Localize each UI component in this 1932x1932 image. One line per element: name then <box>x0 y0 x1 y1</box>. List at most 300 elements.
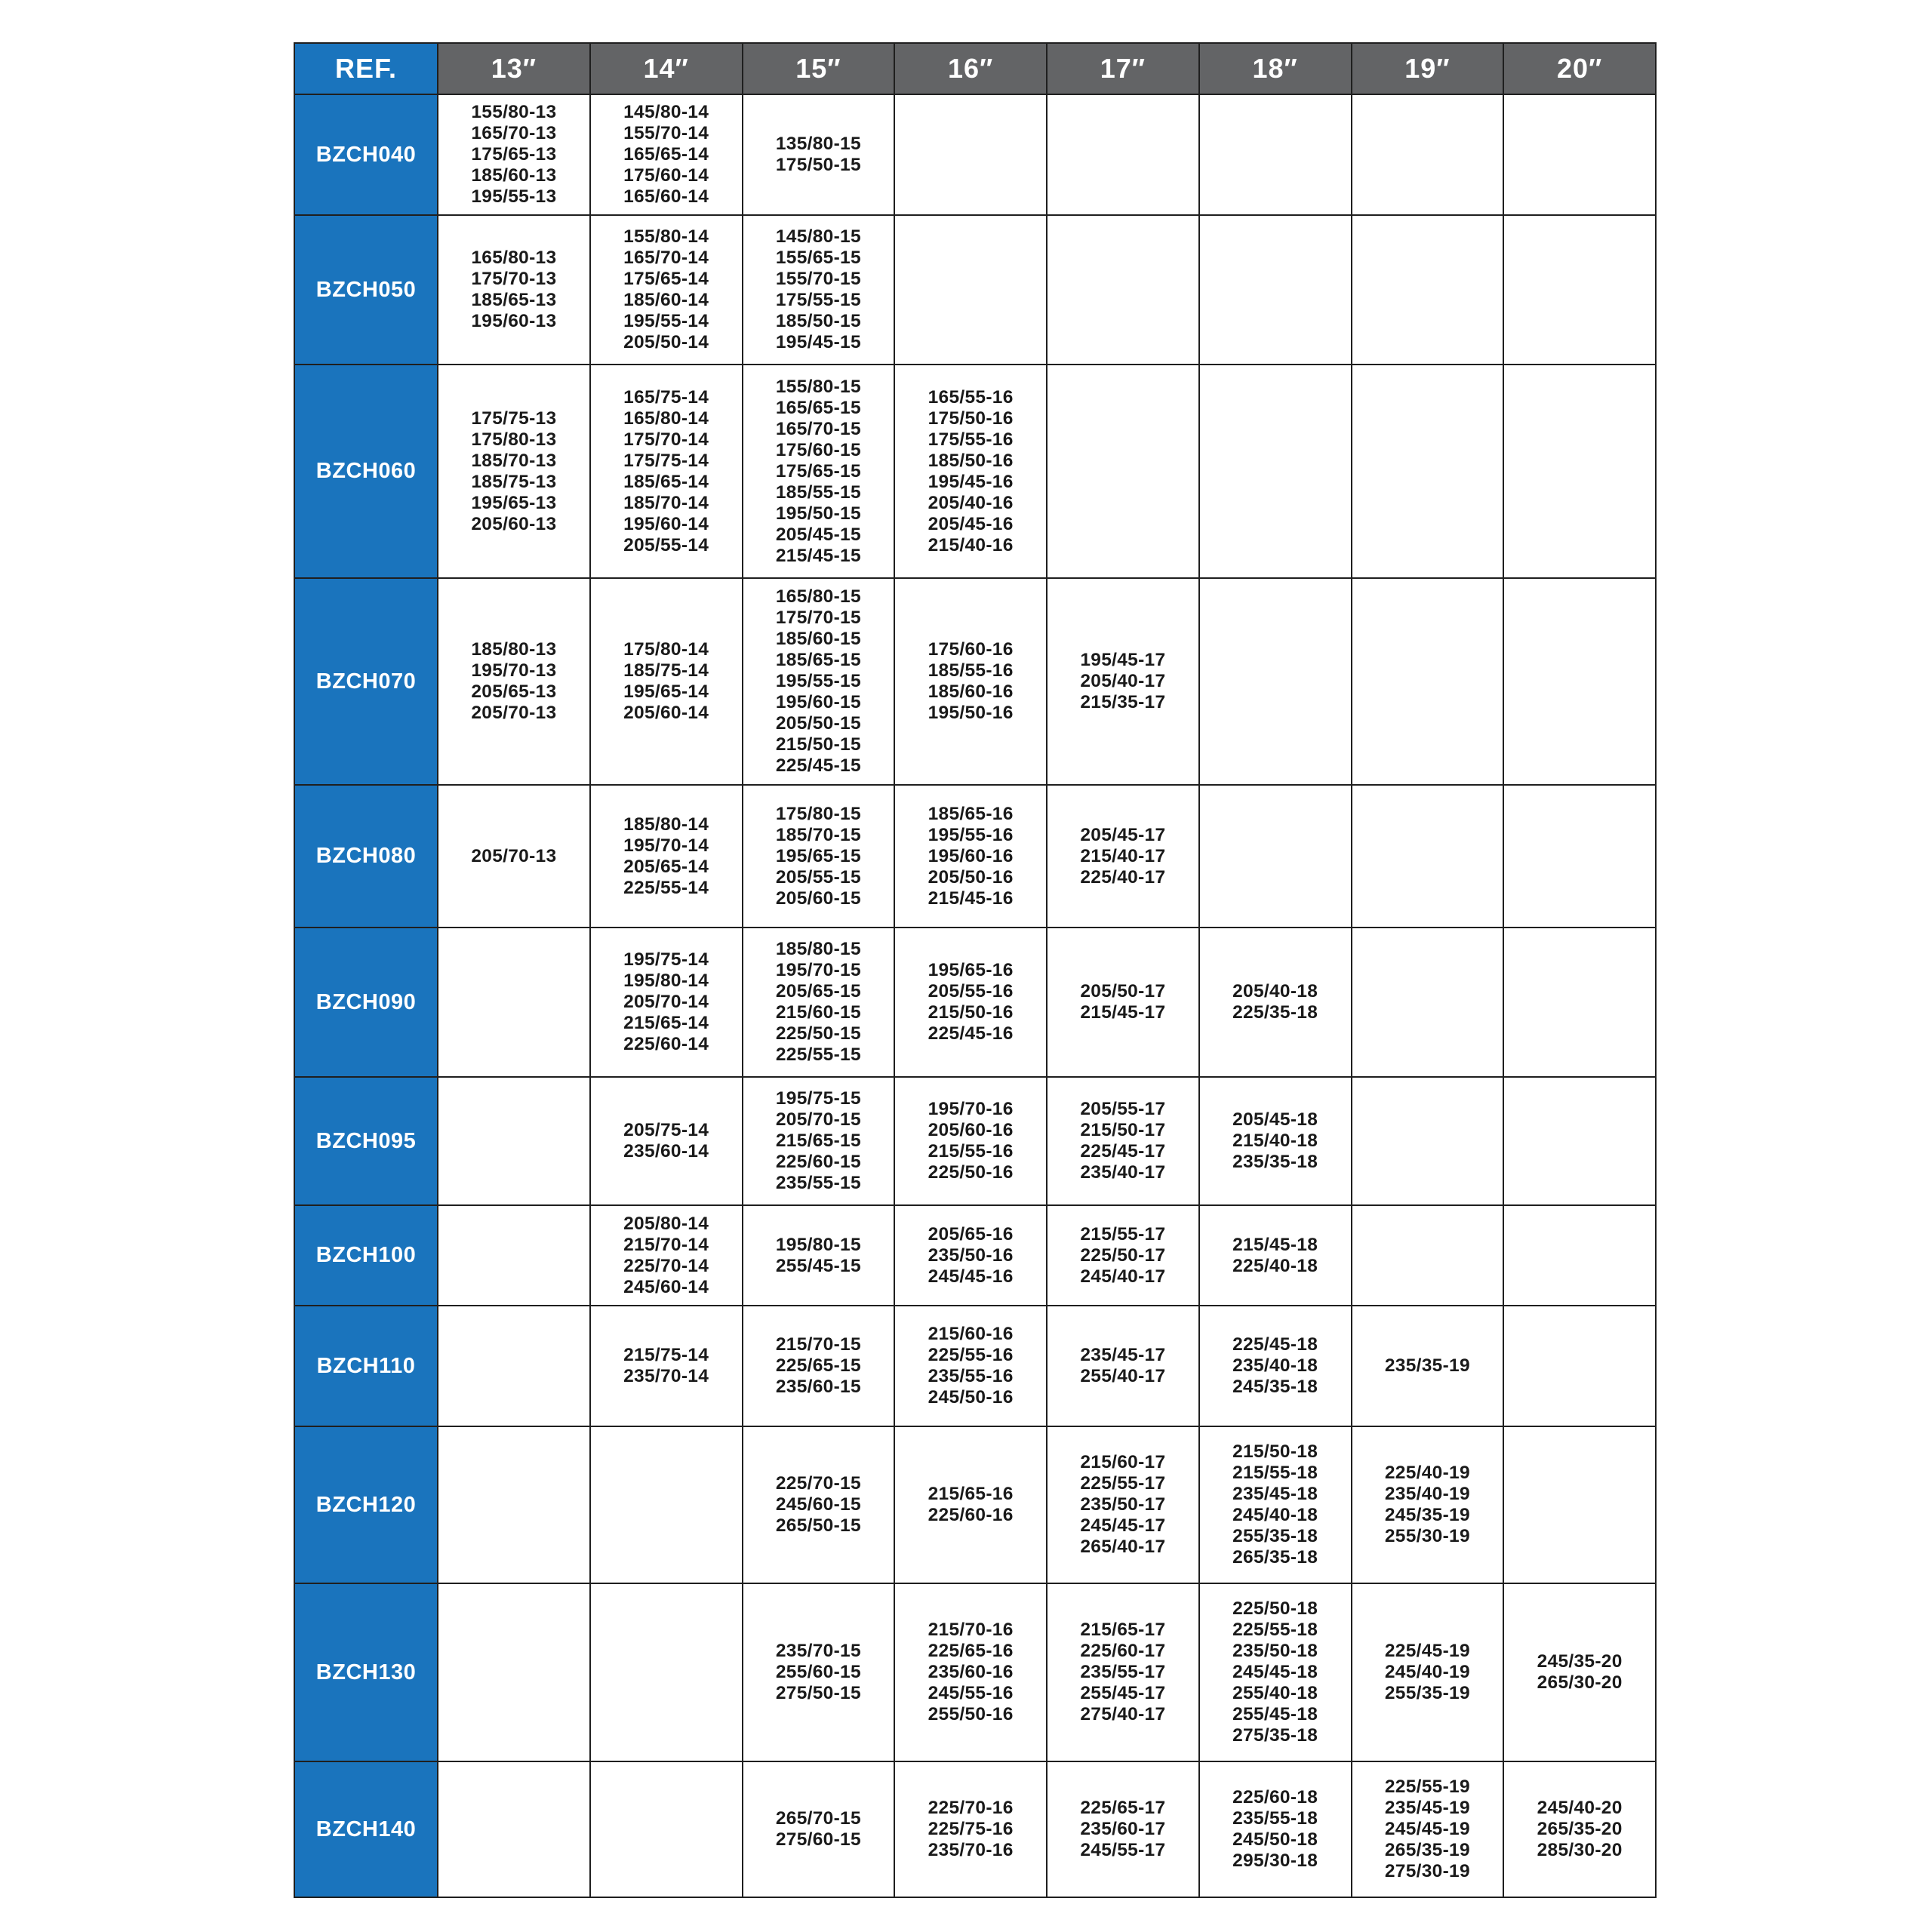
tire-size-chart <box>294 42 1655 1898</box>
tire-size: 135/80-15 <box>775 134 861 154</box>
tire-size: 175/60-14 <box>623 165 709 186</box>
table-row <box>294 1306 1656 1426</box>
size-cell <box>1047 928 1199 1077</box>
size-cell <box>1047 1077 1199 1205</box>
size-cell <box>438 365 590 578</box>
tire-size: 205/45-18 <box>1232 1109 1318 1130</box>
header-size-16: 16″ <box>894 43 1047 94</box>
tire-size: 215/50-16 <box>928 1002 1014 1023</box>
tire-size: 235/45-18 <box>1232 1484 1318 1504</box>
size-cell <box>1352 785 1504 928</box>
tire-size: 205/45-15 <box>775 524 861 545</box>
tire-size: 215/70-14 <box>623 1234 709 1255</box>
tire-size: 265/70-15 <box>775 1808 861 1829</box>
tire-size: 235/35-19 <box>1384 1355 1470 1376</box>
tire-size: 175/65-15 <box>775 460 861 481</box>
tire-size: 185/55-16 <box>928 660 1014 681</box>
size-cell <box>590 785 743 928</box>
tire-size: 215/65-17 <box>1080 1620 1166 1640</box>
tire-size: 195/65-13 <box>471 492 557 513</box>
tire-size: 225/60-16 <box>928 1505 1014 1525</box>
tire-size: 205/40-18 <box>1232 981 1318 1001</box>
tire-size: 225/55-14 <box>623 877 709 898</box>
tire-size: 185/70-15 <box>775 824 861 845</box>
ref-code: BZCH140 <box>294 1761 438 1897</box>
tire-size: 175/65-14 <box>623 269 709 289</box>
tire-size: 235/50-16 <box>928 1244 1014 1266</box>
tire-size: 175/80-14 <box>623 639 709 660</box>
tire-size: 235/50-18 <box>1232 1641 1318 1661</box>
tire-size: 165/70-15 <box>775 418 861 439</box>
tire-size: 235/55-16 <box>928 1366 1014 1386</box>
size-cell <box>743 1077 895 1205</box>
tire-size: 205/75-14 <box>623 1120 709 1140</box>
tire-size: 185/60-13 <box>471 165 557 186</box>
size-cell <box>1352 1583 1504 1761</box>
tire-size: 175/70-15 <box>775 608 861 628</box>
size-cell <box>1199 1306 1352 1426</box>
tire-size: 175/80-15 <box>775 803 861 824</box>
tire-size: 245/55-16 <box>928 1683 1014 1703</box>
tire-size: 195/60-14 <box>623 513 709 534</box>
tire-size: 195/75-15 <box>775 1088 861 1109</box>
tire-size: 185/65-14 <box>623 471 709 492</box>
tire-size: 265/35-19 <box>1384 1840 1470 1860</box>
tire-size: 165/80-13 <box>471 248 557 268</box>
size-cell <box>1047 1306 1199 1426</box>
tire-size: 215/60-16 <box>928 1324 1014 1344</box>
tire-size: 215/40-17 <box>1080 845 1166 866</box>
size-cell <box>438 578 590 785</box>
size-cell <box>590 578 743 785</box>
tire-size: 205/50-15 <box>775 713 861 734</box>
size-cell <box>590 94 743 215</box>
tire-size: 155/80-13 <box>471 102 557 122</box>
tire-size: 215/65-15 <box>775 1131 861 1151</box>
ref-code: BZCH080 <box>294 785 438 928</box>
tire-size: 265/50-15 <box>775 1515 861 1536</box>
tire-size: 215/40-18 <box>1232 1131 1318 1151</box>
size-cell <box>1352 1205 1504 1306</box>
tire-size: 245/60-14 <box>623 1276 709 1297</box>
size-cell <box>743 365 895 578</box>
tire-size: 175/75-14 <box>623 450 709 471</box>
table-row <box>294 215 1656 365</box>
tire-size: 205/40-16 <box>928 492 1014 513</box>
size-cell <box>1199 365 1352 578</box>
size-cell <box>894 1306 1047 1426</box>
tire-size: 175/70-13 <box>471 269 557 289</box>
table-row <box>294 1761 1656 1897</box>
tire-size: 225/35-18 <box>1232 1002 1318 1023</box>
tire-size: 245/50-16 <box>928 1387 1014 1407</box>
tire-size: 225/45-19 <box>1384 1641 1470 1661</box>
size-cell <box>743 928 895 1077</box>
tire-size: 255/45-15 <box>775 1255 861 1276</box>
tire-size: 185/80-15 <box>775 939 861 959</box>
tire-size: 145/80-15 <box>775 226 861 247</box>
size-cell <box>1352 578 1504 785</box>
size-cell <box>1503 1761 1656 1897</box>
size-cell <box>1047 1205 1199 1306</box>
tire-size: 225/70-15 <box>775 1473 861 1494</box>
tire-size: 195/55-16 <box>928 824 1014 845</box>
size-cell <box>1199 215 1352 365</box>
size-cell <box>894 1077 1047 1205</box>
size-cell <box>1199 94 1352 215</box>
tire-size: 205/55-15 <box>775 866 861 888</box>
table-row <box>294 1583 1656 1761</box>
size-cell <box>743 1426 895 1583</box>
header-size-20: 20″ <box>1503 43 1656 94</box>
size-cell <box>438 928 590 1077</box>
tire-size: 245/35-19 <box>1384 1505 1470 1525</box>
tire-size: 225/50-15 <box>775 1023 861 1044</box>
tire-size: 195/60-15 <box>775 692 861 712</box>
tire-size: 185/50-15 <box>775 311 861 331</box>
size-cell <box>590 928 743 1077</box>
ref-code: BZCH120 <box>294 1426 438 1583</box>
tire-size: 195/70-15 <box>775 960 861 980</box>
tire-size: 225/60-15 <box>775 1152 861 1172</box>
size-cell <box>1503 94 1656 215</box>
size-cell <box>894 1426 1047 1583</box>
tire-size: 155/80-15 <box>775 376 861 397</box>
tire-size: 195/55-15 <box>775 671 861 691</box>
size-table <box>294 42 1657 1898</box>
tire-size: 185/75-14 <box>623 660 709 681</box>
tire-size: 235/55-18 <box>1232 1808 1318 1829</box>
ref-code: BZCH070 <box>294 578 438 785</box>
size-cell <box>1199 785 1352 928</box>
size-cell <box>438 94 590 215</box>
tire-size: 225/55-16 <box>928 1345 1014 1365</box>
tire-size: 255/45-18 <box>1232 1704 1318 1724</box>
tire-size: 165/80-14 <box>623 408 709 429</box>
tire-size: 215/45-17 <box>1080 1002 1166 1023</box>
tire-size: 235/70-14 <box>623 1366 709 1386</box>
size-cell <box>894 94 1047 215</box>
size-cell <box>743 1761 895 1897</box>
tire-size: 185/60-15 <box>775 629 861 649</box>
tire-size: 195/45-15 <box>775 332 861 352</box>
tire-size: 275/35-18 <box>1232 1725 1318 1746</box>
tire-size: 195/50-16 <box>928 703 1014 723</box>
header-size-15: 15″ <box>743 43 895 94</box>
size-cell <box>1199 1077 1352 1205</box>
tire-size: 195/45-16 <box>928 471 1014 492</box>
ref-code: BZCH050 <box>294 215 438 365</box>
size-cell <box>894 928 1047 1077</box>
size-cell <box>590 1077 743 1205</box>
tire-size: 265/40-17 <box>1080 1537 1166 1557</box>
size-cell <box>438 1205 590 1306</box>
size-cell <box>1352 94 1504 215</box>
tire-size: 215/40-16 <box>928 534 1014 555</box>
tire-size: 195/60-16 <box>928 845 1014 866</box>
tire-size: 255/35-19 <box>1384 1683 1470 1703</box>
tire-size: 165/55-16 <box>928 386 1014 408</box>
tire-size: 205/60-13 <box>471 513 557 534</box>
size-cell <box>1199 1761 1352 1897</box>
tire-size: 295/30-18 <box>1232 1850 1318 1871</box>
size-cell <box>1503 1306 1656 1426</box>
tire-size: 225/45-15 <box>775 755 861 776</box>
size-cell <box>1352 1077 1504 1205</box>
tire-size: 195/80-15 <box>775 1234 861 1255</box>
size-cell <box>1352 928 1504 1077</box>
tire-size: 165/70-13 <box>471 123 557 143</box>
size-cell <box>1503 1583 1656 1761</box>
size-cell <box>590 365 743 578</box>
tire-size: 215/50-17 <box>1080 1120 1166 1140</box>
tire-size: 205/65-16 <box>928 1223 1014 1244</box>
tire-size: 215/60-15 <box>775 1002 861 1023</box>
tire-size: 215/45-15 <box>775 545 861 566</box>
tire-size: 205/65-15 <box>775 981 861 1001</box>
tire-size: 225/50-18 <box>1232 1598 1318 1619</box>
tire-size: 235/40-19 <box>1384 1484 1470 1504</box>
size-cell <box>1503 365 1656 578</box>
tire-size: 225/60-17 <box>1080 1641 1166 1661</box>
tire-size: 185/80-14 <box>623 814 709 835</box>
tire-size: 195/45-17 <box>1080 650 1166 670</box>
tire-size: 215/65-14 <box>623 1013 709 1033</box>
tire-size: 205/50-16 <box>928 866 1014 888</box>
size-cell <box>438 215 590 365</box>
size-cell <box>894 578 1047 785</box>
tire-size: 185/50-16 <box>928 450 1014 471</box>
size-cell <box>1199 1583 1352 1761</box>
tire-size: 245/35-20 <box>1537 1651 1623 1672</box>
size-cell <box>1199 1426 1352 1583</box>
tire-size: 215/70-16 <box>928 1620 1014 1640</box>
tire-size: 225/55-15 <box>775 1044 861 1065</box>
table-body <box>294 94 1656 1897</box>
tire-size: 245/45-19 <box>1384 1819 1470 1839</box>
tire-size: 255/40-17 <box>1080 1366 1166 1386</box>
tire-size: 145/80-14 <box>623 102 709 122</box>
tire-size: 225/45-16 <box>928 1023 1014 1044</box>
tire-size: 225/50-17 <box>1080 1244 1166 1266</box>
tire-size: 205/45-16 <box>928 513 1014 534</box>
size-cell <box>438 1426 590 1583</box>
tire-size: 235/55-17 <box>1080 1662 1166 1682</box>
tire-size: 205/70-13 <box>471 845 557 866</box>
tire-size: 225/75-16 <box>928 1819 1014 1839</box>
size-cell <box>1503 1205 1656 1306</box>
tire-size: 195/65-14 <box>623 681 709 702</box>
tire-size: 155/70-15 <box>775 269 861 289</box>
size-cell <box>1047 365 1199 578</box>
tire-size: 255/60-15 <box>775 1662 861 1682</box>
tire-size: 205/70-15 <box>775 1109 861 1130</box>
tire-size: 185/55-15 <box>775 481 861 503</box>
size-cell <box>743 785 895 928</box>
tire-size: 245/35-18 <box>1232 1377 1318 1397</box>
size-cell <box>1503 1077 1656 1205</box>
size-cell <box>590 1205 743 1306</box>
tire-size: 185/75-13 <box>471 471 557 492</box>
size-cell <box>1503 215 1656 365</box>
size-cell <box>894 365 1047 578</box>
tire-size: 245/45-17 <box>1080 1515 1166 1536</box>
tire-size: 175/60-16 <box>928 639 1014 660</box>
tire-size: 235/70-15 <box>775 1641 861 1661</box>
tire-size: 195/75-14 <box>623 949 709 970</box>
tire-size: 205/55-16 <box>928 981 1014 1001</box>
tire-size: 165/75-14 <box>623 386 709 408</box>
size-cell <box>590 215 743 365</box>
tire-size: 225/65-15 <box>775 1355 861 1376</box>
header-row <box>294 43 1656 94</box>
tire-size: 245/45-16 <box>928 1266 1014 1287</box>
tire-size: 175/60-15 <box>775 439 861 460</box>
size-cell <box>894 1761 1047 1897</box>
tire-size: 225/40-18 <box>1232 1255 1318 1276</box>
tire-size: 235/60-17 <box>1080 1819 1166 1839</box>
tire-size: 215/65-16 <box>928 1484 1014 1504</box>
tire-size: 195/70-14 <box>623 835 709 856</box>
tire-size: 185/65-16 <box>928 803 1014 824</box>
table-row <box>294 578 1656 785</box>
tire-size: 235/55-15 <box>775 1173 861 1193</box>
tire-size: 215/50-15 <box>775 734 861 755</box>
tire-size: 195/60-13 <box>471 311 557 331</box>
tire-size: 225/45-18 <box>1232 1334 1318 1355</box>
tire-size: 175/50-15 <box>775 155 861 175</box>
tire-size: 205/55-17 <box>1080 1099 1166 1119</box>
size-cell <box>438 1761 590 1897</box>
tire-size: 235/40-17 <box>1080 1162 1166 1183</box>
tire-size: 235/45-17 <box>1080 1345 1166 1365</box>
tire-size: 245/40-18 <box>1232 1505 1318 1525</box>
tire-size: 225/50-16 <box>928 1162 1014 1183</box>
size-cell <box>1503 578 1656 785</box>
size-cell <box>743 578 895 785</box>
tire-size: 245/50-18 <box>1232 1829 1318 1850</box>
size-cell <box>1352 1426 1504 1583</box>
tire-size: 205/60-15 <box>775 888 861 909</box>
size-cell <box>1047 215 1199 365</box>
table-row <box>294 1426 1656 1583</box>
tire-size: 205/45-17 <box>1080 824 1166 845</box>
tire-size: 275/40-17 <box>1080 1704 1166 1724</box>
tire-size: 255/45-17 <box>1080 1683 1166 1703</box>
tire-size: 195/70-16 <box>928 1099 1014 1119</box>
tire-size: 205/65-13 <box>471 681 557 702</box>
size-cell <box>894 1583 1047 1761</box>
tire-size: 215/55-17 <box>1080 1223 1166 1244</box>
tire-size: 175/70-14 <box>623 429 709 450</box>
tire-size: 195/80-14 <box>623 971 709 991</box>
tire-size: 225/60-14 <box>623 1034 709 1054</box>
tire-size: 205/70-14 <box>623 992 709 1012</box>
tire-size: 205/65-14 <box>623 856 709 877</box>
ref-code: BZCH130 <box>294 1583 438 1761</box>
tire-size: 225/55-17 <box>1080 1473 1166 1494</box>
size-cell <box>1199 1205 1352 1306</box>
size-cell <box>1503 928 1656 1077</box>
tire-size: 225/40-19 <box>1384 1463 1470 1483</box>
tire-size: 205/60-16 <box>928 1120 1014 1140</box>
ref-code: BZCH040 <box>294 94 438 215</box>
tire-size: 225/60-18 <box>1232 1787 1318 1807</box>
size-cell <box>1503 785 1656 928</box>
size-cell <box>590 1761 743 1897</box>
header-size-17: 17″ <box>1047 43 1199 94</box>
tire-size: 275/60-15 <box>775 1829 861 1850</box>
size-cell <box>1047 785 1199 928</box>
tire-size: 165/65-14 <box>623 144 709 165</box>
tire-size: 245/40-19 <box>1384 1662 1470 1682</box>
tire-size: 195/65-16 <box>928 960 1014 980</box>
size-cell <box>1503 1426 1656 1583</box>
tire-size: 185/70-14 <box>623 492 709 513</box>
size-cell <box>590 1426 743 1583</box>
ref-code: BZCH090 <box>294 928 438 1077</box>
tire-size: 185/80-13 <box>471 639 557 660</box>
tire-size: 195/65-15 <box>775 845 861 866</box>
header-size-14: 14″ <box>590 43 743 94</box>
tire-size: 235/70-16 <box>928 1840 1014 1860</box>
tire-size: 255/40-18 <box>1232 1683 1318 1703</box>
tire-size: 255/50-16 <box>928 1704 1014 1724</box>
tire-size: 225/70-14 <box>623 1255 709 1276</box>
size-cell <box>894 215 1047 365</box>
tire-size: 175/65-13 <box>471 144 557 165</box>
tire-size: 205/60-14 <box>623 703 709 723</box>
tire-size: 225/55-18 <box>1232 1620 1318 1640</box>
ref-code: BZCH100 <box>294 1205 438 1306</box>
size-cell <box>743 1306 895 1426</box>
tire-size: 205/80-14 <box>623 1213 709 1234</box>
size-cell <box>438 785 590 928</box>
header-size-18: 18″ <box>1199 43 1352 94</box>
tire-size: 165/60-14 <box>623 186 709 207</box>
header-size-19: 19″ <box>1352 43 1504 94</box>
tire-size: 245/55-17 <box>1080 1840 1166 1860</box>
size-cell <box>590 1583 743 1761</box>
tire-size: 205/70-13 <box>471 703 557 723</box>
tire-size: 185/65-13 <box>471 290 557 310</box>
tire-size: 215/50-18 <box>1232 1441 1318 1462</box>
size-cell <box>743 1205 895 1306</box>
tire-size: 185/60-16 <box>928 681 1014 702</box>
size-cell <box>1352 365 1504 578</box>
tire-size: 275/50-15 <box>775 1683 861 1703</box>
tire-size: 245/40-17 <box>1080 1266 1166 1287</box>
tire-size: 205/55-14 <box>623 534 709 555</box>
ref-code: BZCH060 <box>294 365 438 578</box>
ref-code: BZCH110 <box>294 1306 438 1426</box>
tire-size: 265/35-20 <box>1537 1819 1623 1839</box>
tire-size: 175/80-13 <box>471 429 557 450</box>
tire-size: 155/70-14 <box>623 123 709 143</box>
tire-size: 265/30-20 <box>1537 1672 1623 1693</box>
tire-size: 235/35-18 <box>1232 1152 1318 1172</box>
tire-size: 215/60-17 <box>1080 1452 1166 1472</box>
tire-size: 225/65-16 <box>928 1641 1014 1661</box>
tire-size: 215/75-14 <box>623 1345 709 1365</box>
size-cell <box>894 785 1047 928</box>
size-cell <box>1352 215 1504 365</box>
tire-size: 225/55-19 <box>1384 1777 1470 1797</box>
size-cell <box>894 1205 1047 1306</box>
table-row <box>294 928 1656 1077</box>
tire-size: 245/40-20 <box>1537 1798 1623 1818</box>
tire-size: 225/70-16 <box>928 1798 1014 1818</box>
